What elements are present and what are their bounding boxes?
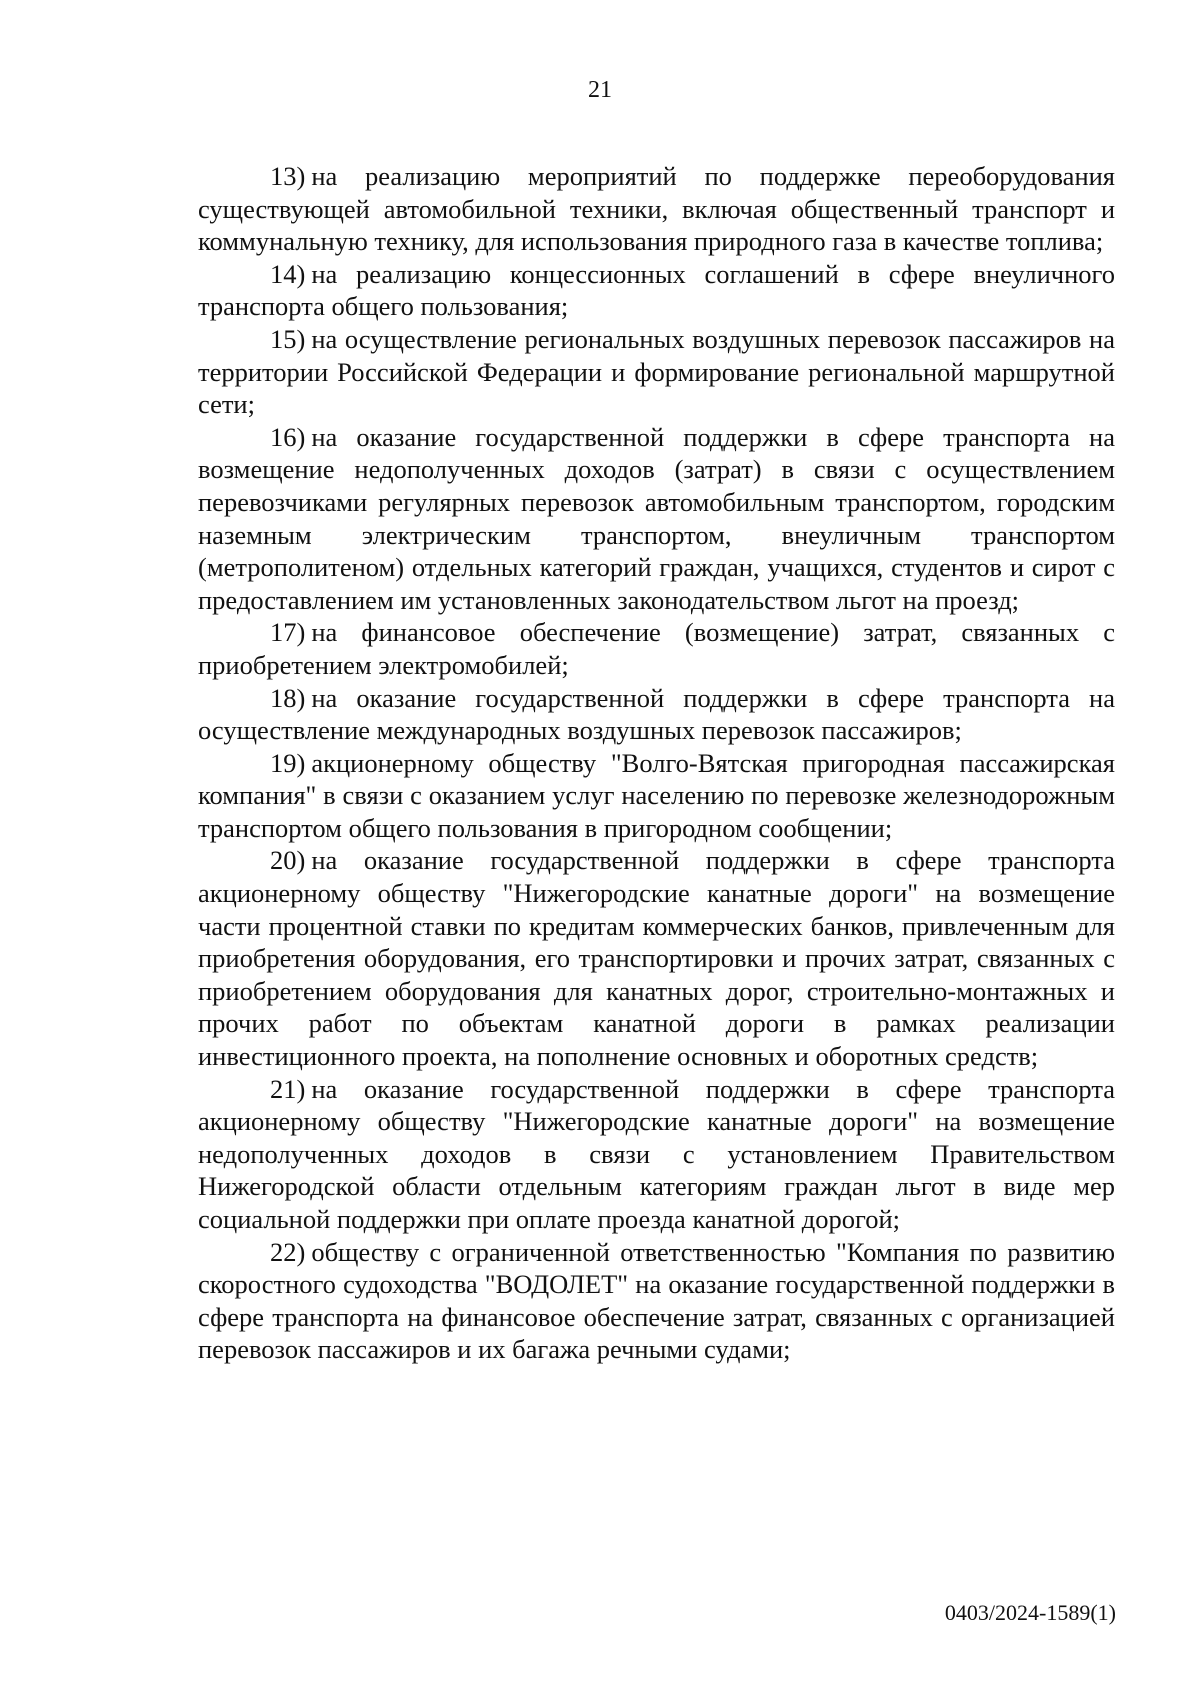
item-number: 19) (270, 747, 306, 778)
item-text: акционерному обществу "Волго-Вятская пригородная пассажирская компания" в связи с оказанием услуг населению по перевозке железнодорожным транспортом общего пользования в пригородном сообщении; (198, 747, 1115, 843)
list-item (198, 747, 1115, 845)
item-number: 21) (270, 1073, 306, 1104)
item-number: 15) (270, 323, 306, 354)
item-text: на реализацию мероприятий по поддержке переоборудования существующей автомобильной техники, включая общественный транспорт и коммунальную технику, для использования природного газа в качестве топлива; (198, 161, 1115, 257)
list-item (198, 160, 1115, 258)
item-text: на осуществление региональных воздушных перевозок пассажиров на территории Российской Федерации и формирование региональной маршрутной сети; (198, 323, 1115, 420)
item-text: на оказание государственной поддержки в сфере транспорта акционерному обществу "Нижегородские канатные дороги" на возмещение недополученных доходов в связи с установлением Правительством Нижегородской области отдельным категориям граждан льгот в виде мер социальной поддержки при оплате проезда канатной дорогой; (198, 1073, 1115, 1234)
list-item (198, 616, 1115, 681)
list-item (198, 1073, 1115, 1236)
item-number: 20) (270, 845, 306, 876)
item-text: на реализацию концессионных соглашений в сфере внеуличного транспорта общего пользования; (198, 258, 1115, 322)
list-item (198, 1236, 1115, 1366)
item-text: на финансовое обеспечение (возмещение) затрат, связанных с приобретением электромобилей; (198, 617, 1115, 680)
item-text: обществу с ограниченной ответственностью "Компания по развитию скоростного судоходства "ВОДОЛЕТ" на оказание государственной поддержки в сфере транспорта на финансовое обеспечение затрат, связанных с организацией перевозок пассажиров и их багажа речными судами; (198, 1236, 1115, 1365)
item-number: 18) (270, 682, 306, 713)
list-item (198, 258, 1115, 323)
document-body (198, 160, 1115, 1366)
item-text: на оказание государственной поддержки в сфере транспорта на возмещение недополученных доходов (затрат) в связи с осуществлением перевозчиками регулярных перевозок автомобильным транспортом, городским наземным электрическим транспортом, внеуличным транспортом (метрополитеном) отдельных категорий граждан, учащихся, студентов и сирот с предоставлением им установленных законодательством льгот на проезд; (198, 421, 1115, 615)
item-number: 13) (270, 161, 306, 191)
item-number: 22) (270, 1236, 306, 1267)
item-number: 16) (270, 421, 306, 452)
list-item (198, 421, 1115, 617)
item-text: на оказание государственной поддержки в сфере транспорта акционерному обществу "Нижегородские канатные дороги" на возмещение части процентной ставки по кредитам коммерческих банков, привлеченным для приобретения оборудования, его транспортировки и прочих затрат, связанных с приобретением оборудования для канатных дорог, строительно-монтажных и прочих работ по объектам канатной дороги в рамках реализации инвестиционного проекта, на пополнение основных и оборотных средств; (198, 845, 1115, 1072)
list-item (198, 682, 1115, 747)
item-number: 17) (270, 617, 306, 648)
page-number: 21 (588, 77, 612, 103)
list-item (198, 323, 1115, 421)
item-text: на оказание государственной поддержки в сфере транспорта на осуществление международных воздушных перевозок пассажиров; (198, 682, 1115, 746)
item-number: 14) (270, 258, 306, 289)
list-item (198, 844, 1115, 1072)
document-code: 0403/2024-1589(1) (944, 1600, 1116, 1625)
